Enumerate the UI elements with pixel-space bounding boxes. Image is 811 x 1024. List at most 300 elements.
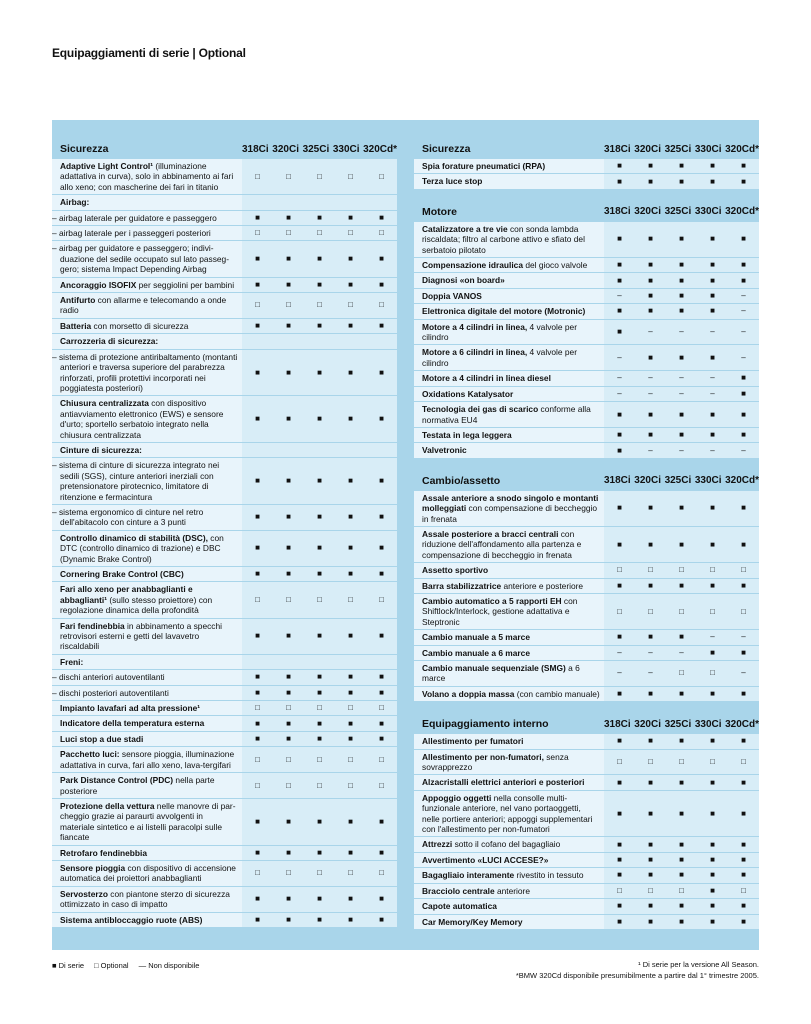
availability-mark: –	[648, 373, 653, 383]
table-row	[414, 344, 759, 370]
table-row	[52, 530, 397, 566]
availability-mark: □	[317, 228, 322, 238]
feature-detail: – airbag laterale per i passeggeri posteriori	[52, 228, 211, 239]
feature-label	[52, 293, 242, 318]
availability-mark: □	[710, 565, 715, 575]
availability-marks	[604, 159, 759, 173]
availability-mark: ■	[379, 894, 384, 904]
availability-mark: ■	[286, 816, 291, 826]
availability-mark: ■	[648, 808, 653, 818]
feature-label	[52, 686, 242, 700]
feature-name: Compensazione idraulica	[422, 260, 523, 271]
availability-mark: ■	[710, 275, 715, 285]
availability-mark: ■	[286, 367, 291, 377]
availability-mark: –	[617, 388, 622, 398]
feature-name: Motore a 4 cilindri in linea diesel	[422, 373, 551, 384]
availability-mark: □	[679, 565, 684, 575]
feature-name: Diagnosi «on board»	[422, 275, 505, 286]
availability-mark: ■	[679, 808, 684, 818]
availability-mark: □	[617, 885, 622, 895]
availability-mark: ■	[679, 291, 684, 301]
table-row	[414, 645, 759, 660]
availability-mark: ■	[710, 855, 715, 865]
availability-mark: ■	[617, 430, 622, 440]
availability-mark: ■	[317, 894, 322, 904]
availability-marks	[604, 289, 759, 303]
availability-mark: ■	[617, 689, 622, 699]
feature-label	[414, 853, 604, 867]
availability-mark: □	[648, 757, 653, 767]
availability-mark: ■	[317, 476, 322, 486]
availability-mark: –	[679, 373, 684, 383]
feature-name: Retrofaro fendinebbia	[60, 847, 148, 858]
availability-mark: –	[648, 388, 653, 398]
availability-mark: □	[648, 606, 653, 616]
availability-mark: ■	[286, 718, 291, 728]
feature-label	[414, 646, 604, 660]
availability-marks	[242, 350, 397, 396]
availability-mark: –	[741, 352, 746, 362]
feature-label	[52, 211, 242, 225]
availability-mark: ■	[710, 689, 715, 699]
availability-mark: ■	[255, 734, 260, 744]
availability-marks	[604, 428, 759, 442]
feature-label	[52, 701, 242, 715]
footnote-all-season: ¹ Di serie per la versione All Season.	[638, 960, 759, 969]
feature-detail: del gioco valvole	[523, 260, 588, 271]
availability-mark: ■	[255, 894, 260, 904]
availability-mark: □	[648, 565, 653, 575]
availability-mark: □	[317, 703, 322, 713]
feature-name: Adaptive Light Control¹	[60, 161, 154, 171]
availability-mark: ■	[648, 901, 653, 911]
availability-mark: ■	[679, 176, 684, 186]
availability-mark: –	[741, 445, 746, 455]
left-column	[52, 140, 397, 927]
table-row	[52, 318, 397, 333]
availability-mark: □	[679, 668, 684, 678]
availability-mark: ■	[255, 321, 260, 331]
availability-marks	[242, 747, 397, 772]
availability-mark: □	[348, 595, 353, 605]
availability-mark: ■	[679, 839, 684, 849]
table-row	[414, 562, 759, 577]
feature-label	[52, 531, 242, 566]
section-header	[414, 140, 759, 158]
footnotes	[516, 959, 759, 981]
feature-detail: con dispositivo antiavviamento elettronico (EWS) e sensore d'urto; sportello serbatoio integrato nella chiusura centralizzata	[60, 398, 224, 440]
availability-mark: ■	[710, 839, 715, 849]
feature-label	[52, 582, 242, 617]
availability-marks	[604, 899, 759, 913]
availability-mark: ■	[710, 916, 715, 926]
availability-marks	[604, 750, 759, 775]
availability-marks	[242, 567, 397, 581]
feature-detail: – dischi anteriori autoventilanti	[52, 672, 165, 683]
availability-mark: ■	[348, 279, 353, 289]
feature-name: Attrezzi	[422, 839, 453, 850]
feature-name: Oxidations Katalysator	[422, 388, 514, 399]
feature-label	[52, 747, 242, 772]
feature-name: Airbag:	[60, 197, 90, 208]
availability-mark: –	[710, 327, 715, 337]
feature-detail: a 6 marce	[422, 663, 580, 684]
table-row	[414, 288, 759, 303]
model-header: 320Cd*	[363, 143, 398, 155]
availability-mark: ■	[710, 777, 715, 787]
table-row	[414, 836, 759, 851]
model-header: 320Cd*	[725, 718, 760, 730]
availability-mark: □	[255, 780, 260, 790]
table-row	[414, 749, 759, 775]
availability-mark: ■	[741, 430, 746, 440]
table-row	[414, 158, 759, 173]
feature-name: Cambio manuale sequenziale (SMG)	[422, 663, 566, 673]
feature-detail: con sonda lambda riscaldata; filtro al carbone attivo e sfiato del serbatoio pilotato	[422, 223, 585, 255]
model-header: 330Ci	[694, 206, 722, 218]
availability-mark: □	[286, 228, 291, 238]
availability-marks	[604, 174, 759, 188]
table-row	[52, 731, 397, 746]
availability-mark: ■	[317, 569, 322, 579]
feature-label	[52, 195, 242, 209]
availability-mark: ■	[617, 327, 622, 337]
feature-detail: con piantone sterzo di sicurezza ottimizzato in caso di impatto	[60, 888, 230, 910]
feature-name: Car Memory/Key Memory	[422, 916, 523, 927]
availability-marks	[242, 241, 397, 276]
availability-mark: ■	[679, 689, 684, 699]
feature-name: Appoggio oggetti	[422, 792, 492, 803]
availability-mark: ■	[617, 839, 622, 849]
availability-mark: ■	[255, 631, 260, 641]
availability-mark: □	[255, 300, 260, 310]
availability-mark: □	[317, 171, 322, 181]
feature-name: Bracciolo centrale	[422, 885, 495, 896]
feature-name: Volano a doppia massa	[422, 688, 515, 699]
table-row	[52, 333, 397, 348]
feature-detail: anteriore	[494, 885, 531, 896]
availability-mark: ■	[741, 260, 746, 270]
availability-mark: □	[286, 703, 291, 713]
feature-name: Cornering Brake Control (CBC)	[60, 569, 184, 579]
table-row	[52, 618, 397, 654]
availability-mark: ■	[710, 808, 715, 818]
availability-mark: ■	[348, 543, 353, 553]
availability-mark: ■	[317, 414, 322, 424]
table-row	[414, 578, 759, 593]
availability-marks	[242, 334, 397, 348]
availability-mark: ■	[255, 212, 260, 222]
feature-label	[52, 619, 242, 654]
availability-marks	[242, 396, 397, 442]
model-header: 330Ci	[694, 475, 722, 487]
availability-mark: ■	[348, 687, 353, 697]
model-headers	[604, 475, 759, 486]
availability-mark: ■	[617, 539, 622, 549]
availability-mark: ■	[710, 870, 715, 880]
availability-mark: ■	[617, 870, 622, 880]
availability-mark: □	[348, 300, 353, 310]
availability-mark: ■	[679, 916, 684, 926]
feature-label	[414, 750, 604, 775]
availability-marks	[242, 531, 397, 566]
availability-mark: –	[648, 445, 653, 455]
availability-mark: ■	[710, 885, 715, 895]
availability-mark: ■	[255, 816, 260, 826]
table-row	[52, 442, 397, 457]
availability-marks	[604, 273, 759, 287]
feature-label	[52, 226, 242, 240]
availability-mark: ■	[679, 352, 684, 362]
availability-mark: ■	[617, 901, 622, 911]
table-row	[52, 845, 397, 860]
availability-mark: ■	[741, 161, 746, 171]
table-row	[52, 158, 397, 194]
availability-marks	[604, 402, 759, 427]
availability-mark: ■	[679, 161, 684, 171]
feature-detail: nella parte posteriore	[60, 775, 215, 796]
feature-label	[52, 458, 242, 504]
feature-label	[52, 773, 242, 798]
feature-label	[414, 304, 604, 318]
availability-marks	[242, 846, 397, 860]
table-row	[414, 914, 759, 929]
feature-label	[52, 278, 242, 292]
availability-marks	[604, 661, 759, 686]
availability-mark: □	[286, 868, 291, 878]
availability-mark: ■	[679, 736, 684, 746]
availability-mark: ■	[648, 870, 653, 880]
availability-mark: □	[379, 228, 384, 238]
availability-mark: □	[617, 606, 622, 616]
availability-mark: ■	[679, 777, 684, 787]
section-header	[414, 472, 759, 490]
availability-mark: □	[317, 754, 322, 764]
feature-detail: nella consolle multi- funzionale anteriore, nel vano portaoggetti, nelle portiere anteriori; appoggi supplementari con l'allestimento per non-fumatori	[422, 792, 593, 835]
table-row	[414, 173, 759, 188]
feature-name: Freni:	[60, 656, 84, 667]
table-row	[52, 654, 397, 669]
feature-name: Controllo dinamico di stabilità (DSC),	[60, 532, 208, 543]
availability-mark: –	[617, 647, 622, 657]
availability-mark: ■	[255, 718, 260, 728]
availability-mark: ■	[648, 260, 653, 270]
section-gap	[414, 458, 759, 472]
feature-label	[414, 159, 604, 173]
availability-mark: ■	[255, 847, 260, 857]
availability-mark: □	[379, 703, 384, 713]
table-row	[414, 629, 759, 644]
availability-mark: ■	[648, 430, 653, 440]
section-title: Sicurezza	[422, 143, 471, 155]
table-row	[52, 240, 397, 276]
availability-marks	[242, 799, 397, 845]
feature-label	[52, 670, 242, 684]
table-row	[414, 370, 759, 385]
table-row	[414, 526, 759, 562]
availability-marks	[242, 670, 397, 684]
availability-marks	[604, 387, 759, 401]
availability-mark: ■	[617, 260, 622, 270]
availability-mark: –	[679, 445, 684, 455]
feature-name: Bagagliaio interamente	[422, 870, 515, 881]
feature-detail: 4 valvole per cilindro	[422, 347, 577, 368]
availability-mark: □	[286, 300, 291, 310]
availability-mark: □	[348, 703, 353, 713]
legend	[52, 961, 199, 970]
availability-mark: ■	[317, 718, 322, 728]
table-row	[414, 427, 759, 442]
availability-mark: ■	[379, 816, 384, 826]
feature-name: Catalizzatore a tre vie	[422, 223, 508, 234]
availability-mark: ■	[741, 503, 746, 513]
table-row	[414, 593, 759, 629]
feature-label	[414, 734, 604, 748]
availability-mark: ■	[679, 275, 684, 285]
feature-label	[52, 655, 242, 669]
availability-mark: □	[348, 228, 353, 238]
section-header	[414, 715, 759, 733]
feature-label	[414, 775, 604, 789]
availability-mark: □	[617, 757, 622, 767]
availability-mark: –	[741, 306, 746, 316]
table-row	[52, 504, 397, 530]
feature-detail: 4 valvole per cilindro	[422, 321, 577, 343]
availability-mark: ■	[317, 914, 322, 924]
feature-detail: – dischi posteriori autoventilanti	[52, 687, 169, 698]
availability-mark: ■	[648, 306, 653, 316]
availability-mark: ■	[710, 539, 715, 549]
table-row	[414, 386, 759, 401]
model-header: 320Cd*	[725, 475, 760, 487]
feature-name: Assale anteriore a snodo singolo e montanti molleggiati	[422, 492, 599, 514]
section-header	[414, 203, 759, 221]
feature-name: Servosterzo	[60, 888, 108, 899]
availability-mark: ■	[379, 672, 384, 682]
availability-mark: □	[710, 668, 715, 678]
availability-marks	[242, 773, 397, 798]
availability-mark: –	[710, 632, 715, 642]
availability-mark: ■	[348, 894, 353, 904]
feature-name: Ancoraggio ISOFIX	[60, 279, 137, 290]
availability-marks	[242, 887, 397, 912]
feature-label	[52, 443, 242, 457]
feature-label	[414, 527, 604, 562]
feature-name: Luci stop a due stadi	[60, 733, 144, 744]
model-header: 320Ci	[634, 143, 661, 155]
legend-not-available: — Non disponibile	[138, 961, 200, 970]
feature-detail: (illuminazione adattativa in curva), solo in abbinamento ai fari allo xeno; con mascherine dei fari in titanio	[60, 161, 234, 192]
availability-mark: ■	[617, 736, 622, 746]
feature-label	[52, 716, 242, 730]
availability-mark: ■	[286, 476, 291, 486]
availability-mark: □	[679, 606, 684, 616]
page-title: Equipaggiamenti di serie | Optional	[52, 46, 246, 60]
availability-mark: ■	[741, 916, 746, 926]
section-gap	[414, 189, 759, 203]
feature-label	[414, 289, 604, 303]
feature-label	[52, 846, 242, 860]
feature-name: Fari fendinebbia	[60, 620, 125, 631]
availability-mark: □	[286, 171, 291, 181]
availability-mark: ■	[379, 476, 384, 486]
model-header: 330Ci	[332, 143, 360, 155]
availability-mark: –	[679, 327, 684, 337]
availability-mark: ■	[741, 689, 746, 699]
availability-mark: □	[741, 757, 746, 767]
availability-mark: ■	[317, 687, 322, 697]
table-row	[52, 210, 397, 225]
availability-mark: ■	[255, 254, 260, 264]
model-headers	[604, 144, 759, 155]
feature-detail: – airbag laterale per guidatore e passeggero	[52, 212, 217, 223]
feature-label	[414, 868, 604, 882]
availability-mark: ■	[679, 234, 684, 244]
availability-mark: ■	[348, 847, 353, 857]
availability-mark: ■	[255, 672, 260, 682]
table-row	[414, 442, 759, 457]
availability-mark: ■	[286, 512, 291, 522]
feature-label	[414, 387, 604, 401]
availability-mark: ■	[679, 580, 684, 590]
availability-mark: ■	[710, 260, 715, 270]
availability-mark: ■	[317, 847, 322, 857]
availability-mark: □	[617, 565, 622, 575]
feature-label	[52, 319, 242, 333]
availability-mark: ■	[255, 414, 260, 424]
availability-mark: ■	[679, 503, 684, 513]
availability-mark: ■	[617, 916, 622, 926]
availability-mark: –	[741, 291, 746, 301]
availability-marks	[604, 791, 759, 837]
availability-mark: ■	[679, 409, 684, 419]
availability-mark: □	[255, 595, 260, 605]
availability-mark: ■	[741, 855, 746, 865]
model-header: 325Ci	[302, 143, 330, 155]
availability-mark: –	[741, 632, 746, 642]
availability-mark: ■	[317, 254, 322, 264]
feature-detail: – sistema di protezione antiribaltamento (montanti anteriori e traversa superiore del parabrezza rinforzati, profili protettivi incorporati nei poggiatesta posteriori)	[52, 351, 238, 393]
feature-name: Valvetronic	[422, 445, 467, 456]
feature-name: Sistema antibloccaggio ruote (ABS)	[60, 914, 203, 925]
feature-label	[414, 443, 604, 457]
feature-label	[414, 687, 604, 701]
availability-mark: ■	[317, 367, 322, 377]
availability-mark: ■	[348, 414, 353, 424]
feature-detail: – airbag per guidatore e passeggero; indivi- duazione del sedile occupato sul lato passeg- gero; sistema Impact Depending Airbag	[52, 243, 230, 275]
feature-label	[414, 884, 604, 898]
availability-mark: ■	[741, 808, 746, 818]
availability-mark: □	[379, 868, 384, 878]
table-row	[52, 349, 397, 396]
availability-mark: ■	[679, 260, 684, 270]
availability-mark: □	[679, 757, 684, 767]
feature-detail: conforme alla normativa EU4	[422, 404, 591, 425]
model-header: 325Ci	[664, 475, 692, 487]
availability-marks	[242, 619, 397, 654]
availability-mark: ■	[348, 212, 353, 222]
feature-name: Motore a 6 cilindri in linea,	[422, 347, 528, 358]
feature-label	[414, 563, 604, 577]
availability-mark: ■	[679, 855, 684, 865]
availability-mark: ■	[710, 736, 715, 746]
feature-label	[52, 799, 242, 845]
availability-mark: □	[255, 868, 260, 878]
feature-name: Carrozzeria di sicurezza:	[60, 336, 159, 347]
availability-mark: ■	[617, 176, 622, 186]
section-title: Equipaggiamento interno	[422, 718, 549, 731]
feature-label	[52, 913, 242, 927]
